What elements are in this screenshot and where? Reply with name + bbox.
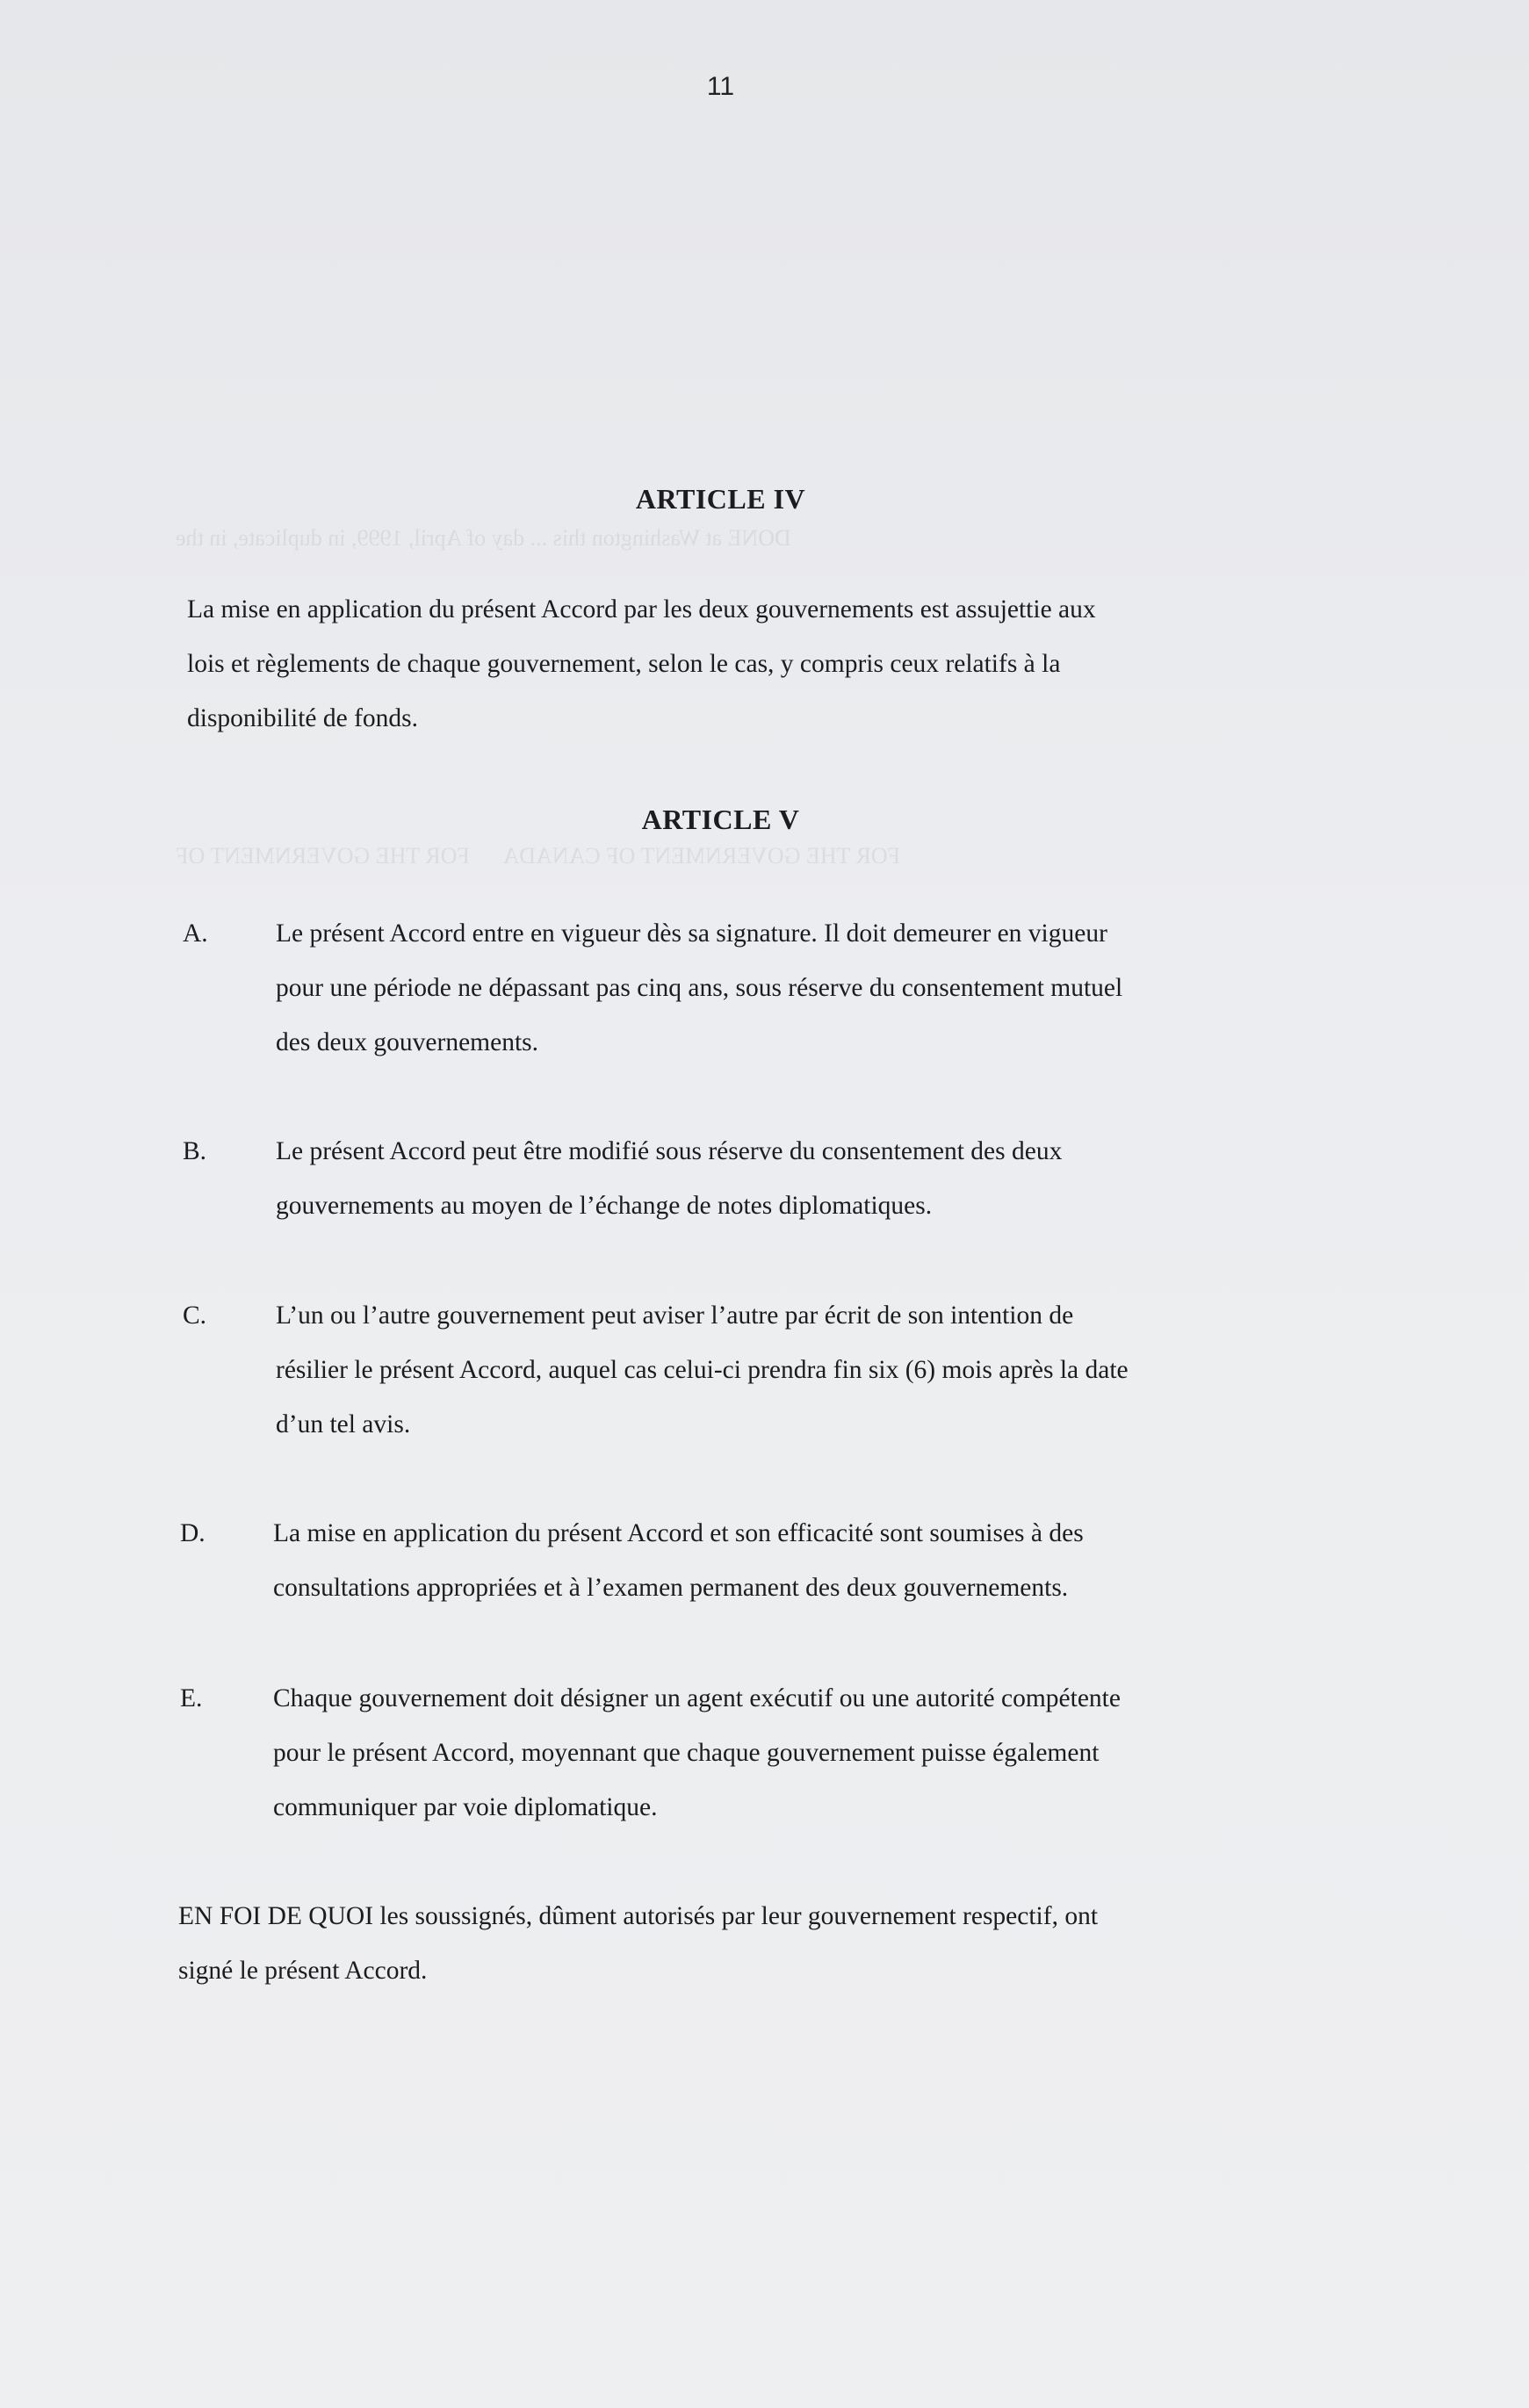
article-v-heading: ARTICLE V: [641, 804, 800, 835]
item-line: pour le présent Accord, moyennant que chaque gouvernement puisse également: [273, 1739, 1100, 1767]
item-text: [273, 1506, 1283, 1615]
closing-paragraph: [178, 1889, 1259, 1998]
item-line: L’un ou l’autre gouvernement peut aviser l’autre par écrit de son intention de: [276, 1301, 1074, 1330]
paragraph-line: La mise en application du présent Accord par les deux gouvernements est assujettie aux: [187, 595, 1096, 624]
article-iv-heading: ARTICLE IV: [635, 483, 806, 515]
article-iv-paragraph: [187, 582, 1267, 746]
item-text: [276, 1288, 1286, 1452]
item-letter: B.: [183, 1137, 207, 1165]
item-text: [276, 1124, 1286, 1233]
item-text: [276, 906, 1286, 1070]
item-line: consultations appropriées et à l’examen permanent des deux gouvernements.: [273, 1574, 1069, 1602]
item-line: Le présent Accord entre en vigueur dès sa signature. Il doit demeurer en vigueur: [276, 919, 1107, 948]
item-letter: C.: [183, 1301, 207, 1330]
item-text: [273, 1671, 1283, 1835]
paragraph-line: disponibilité de fonds.: [187, 704, 419, 732]
item-line: Le présent Accord peut être modifié sous réserve du consentement des deux: [276, 1137, 1063, 1165]
item-line: gouvernements au moyen de l’échange de notes diplomatiques.: [276, 1192, 933, 1220]
paragraph-line: EN FOI DE QUOI les soussignés, dûment autorisés par leur gouvernement respectif, ont: [178, 1902, 1099, 1930]
page-number: 11: [706, 72, 735, 101]
item-line: des deux gouvernements.: [276, 1028, 539, 1056]
item-line: pour une période ne dépassant pas cinq ans, sous réserve du consentement mutuel: [276, 974, 1123, 1002]
item-line: Chaque gouvernement doit désigner un agent exécutif ou une autorité compétente: [273, 1684, 1121, 1712]
item-line: d’un tel avis.: [276, 1410, 411, 1438]
paragraph-line: lois et règlements de chaque gouvernement, selon le cas, y compris ceux relatifs à la: [187, 650, 1061, 678]
item-letter: E.: [180, 1684, 203, 1712]
item-line: La mise en application du présent Accord et son efficacité sont soumises à des: [273, 1519, 1084, 1547]
bleed-through-ghost: FOR THE GOVERNMENT OF CANADA FOR THE GOVERNMENT OF: [176, 843, 901, 869]
item-line: communiquer par voie diplomatique.: [273, 1793, 658, 1821]
item-line: résilier le présent Accord, auquel cas celui-ci prendra fin six (6) mois après la date: [276, 1356, 1129, 1384]
paragraph-line: signé le présent Accord.: [178, 1957, 428, 1985]
item-letter: D.: [180, 1519, 206, 1547]
item-letter: A.: [183, 919, 208, 948]
bleed-through-ghost: DONE at Washington this ... day of April, 1999, in duplicate, in the: [176, 525, 791, 551]
